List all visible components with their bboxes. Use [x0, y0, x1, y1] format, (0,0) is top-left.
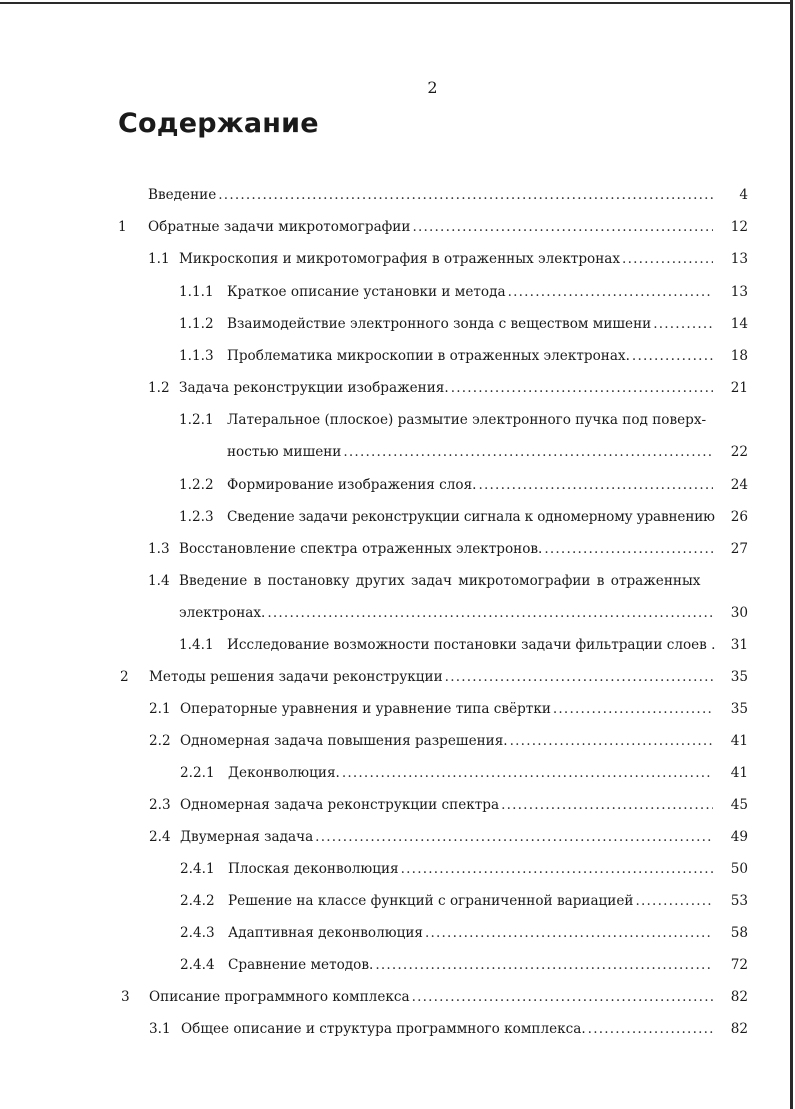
toc-entry-title: Одномерная задача реконструкции спектра — [180, 797, 500, 813]
toc-entry[interactable] — [0, 762, 795, 784]
toc-entry[interactable] — [0, 409, 795, 431]
toc-entry-title: Операторные уравнения и уравнение типа свёртки — [180, 701, 551, 717]
toc-entry-page: 72 — [730, 957, 748, 973]
toc-entry-page: 35 — [730, 701, 748, 717]
toc-entry-title: Проблематика микроскопии в отраженных электронах. — [227, 348, 630, 364]
toc-entry-page: 13 — [730, 284, 748, 300]
toc-entry[interactable] — [0, 826, 795, 848]
toc-entry-number: 2.4.1 — [180, 861, 215, 877]
toc-entry-page: 18 — [730, 348, 748, 364]
leader-dots — [542, 538, 713, 560]
toc-entry-title: Методы решения задачи реконструкции — [149, 669, 443, 685]
leader-dots — [410, 216, 713, 238]
leader-dots — [410, 986, 713, 1008]
toc-entry-number: 2.4.4 — [180, 957, 215, 973]
leader-dots — [423, 922, 713, 944]
toc-entry-continuation[interactable] — [0, 602, 795, 624]
toc-entry-title: Описание программного комплекса — [149, 989, 410, 1005]
toc-entry[interactable] — [0, 474, 795, 496]
toc-entry-title: Адаптивная деконволюция — [228, 925, 423, 941]
toc-entry-page: 35 — [730, 669, 748, 685]
toc-entry-title: Плоская деконволюция — [228, 861, 399, 877]
toc-entry-page: 53 — [730, 893, 748, 909]
toc-entry-continuation[interactable] — [0, 441, 795, 463]
leader-dots — [449, 377, 713, 399]
toc-entry[interactable] — [0, 216, 795, 238]
toc-entry-page: 12 — [730, 219, 748, 235]
toc-entry[interactable] — [0, 922, 795, 944]
toc-entry[interactable] — [0, 1018, 795, 1040]
toc-entry-number: 2.2.1 — [180, 765, 215, 781]
toc-entry-title: Сведение задачи реконструкции сигнала к одномерному уравнению — [227, 509, 715, 525]
toc-entry-title-cont: электронах. — [179, 605, 266, 621]
toc-entry-number: 1.3 — [148, 541, 170, 557]
toc-entry-page: 13 — [730, 251, 748, 267]
leader-dots — [506, 281, 713, 303]
toc-entry-page: 21 — [730, 380, 748, 396]
toc-entry-title: Сравнение методов. — [228, 957, 374, 973]
toc-entry-title: Обратные задачи микротомографии — [148, 219, 411, 235]
toc-entry[interactable] — [0, 954, 795, 976]
leader-dots — [633, 890, 713, 912]
toc-entry-title: Восстановление спектра отраженных электронов. — [179, 541, 543, 557]
leader-dots — [216, 184, 713, 206]
toc-entry[interactable] — [0, 248, 795, 270]
toc-entry-page: 49 — [730, 829, 748, 845]
toc-entry-number: 1.1.2 — [179, 316, 214, 332]
leader-dots — [340, 762, 713, 784]
toc-entry-page: 50 — [730, 861, 748, 877]
toc-entry-title: Взаимодействие электронного зонда с веществом мишени — [227, 316, 652, 332]
leader-dots — [551, 698, 713, 720]
toc-entry-title: Введение — [148, 187, 217, 203]
toc-entry-page: 41 — [730, 733, 748, 749]
toc-entry-title: Микроскопия и микротомография в отраженных электронах — [179, 251, 621, 267]
toc-entry-number: 2.1 — [149, 701, 171, 717]
toc-entry-page: 30 — [730, 605, 748, 621]
toc-entry-number: 2.4.2 — [180, 893, 215, 909]
toc-entry[interactable] — [0, 184, 795, 206]
leader-dots — [586, 1018, 713, 1040]
toc-entry-title: Одномерная задача повышения разрешения. — [180, 733, 508, 749]
toc-entry-number: 1.2.2 — [179, 477, 214, 493]
toc-entry[interactable] — [0, 666, 795, 688]
toc-entry-title: Краткое описание установки и метода — [227, 284, 506, 300]
toc-entry[interactable] — [0, 858, 795, 880]
toc-entry-page: 58 — [730, 925, 748, 941]
toc-entry-title: Двумерная задача — [180, 829, 314, 845]
toc-entry-title: Формирование изображения слоя. — [227, 477, 477, 493]
page-title: Содержание — [118, 108, 319, 139]
toc-entry-number: 1.2 — [148, 380, 170, 396]
toc-entry-title: Латеральное (плоское) размытие электронного пучка под поверх- — [227, 412, 707, 428]
toc-entry-page: 31 — [730, 637, 748, 653]
toc-entry[interactable] — [0, 313, 795, 335]
toc-entry-number: 3 — [121, 989, 130, 1005]
leader-dots — [399, 858, 713, 880]
toc-entry[interactable] — [0, 345, 795, 367]
toc-entry-page: 14 — [730, 316, 748, 332]
leader-dots — [373, 954, 713, 976]
toc-entry-page: 41 — [730, 765, 748, 781]
toc-entry[interactable] — [0, 794, 795, 816]
toc-entry[interactable] — [0, 377, 795, 399]
toc-entry-number: 1.4.1 — [179, 637, 214, 653]
toc-entry-title: Исследование возможности постановки задачи фильтрации слоев . — [227, 637, 716, 653]
toc-entry[interactable] — [0, 538, 795, 560]
toc-entry-number: 2.4.3 — [180, 925, 215, 941]
toc-entry[interactable] — [0, 730, 795, 752]
toc-entry-number: 2.2 — [149, 733, 171, 749]
toc-entry-number: 2 — [120, 669, 129, 685]
leader-dots — [651, 313, 713, 335]
toc-entry-page: 24 — [730, 477, 748, 493]
toc-entry-title: Общее описание и структура программного комплекса. — [181, 1021, 586, 1037]
toc-entry-number: 2.3 — [149, 797, 171, 813]
toc-entry-page: 22 — [730, 444, 748, 460]
page-number: 2 — [427, 78, 438, 97]
leader-dots — [265, 602, 713, 624]
toc-entry-page: 4 — [739, 187, 748, 203]
toc-entry[interactable] — [0, 698, 795, 720]
toc-entry-title-cont: ностью мишени — [227, 444, 342, 460]
toc-entry-number: 1.2.3 — [179, 509, 214, 525]
toc-entry-number: 1 — [118, 219, 127, 235]
toc-entry-number: 1.1.1 — [179, 284, 214, 300]
toc-entry[interactable] — [0, 890, 795, 912]
toc-entry-title: Деконволюция. — [228, 765, 340, 781]
toc-entry-number: 1.1.3 — [179, 348, 214, 364]
toc-entry-title: Задача реконструкции изображения. — [179, 380, 449, 396]
toc-entry-title: Решение на классе функций с ограниченной вариацией — [228, 893, 634, 909]
toc-entry[interactable] — [0, 986, 795, 1008]
toc-entry-number: 1.1 — [148, 251, 170, 267]
leader-dots — [313, 826, 713, 848]
toc-entry-page: 45 — [730, 797, 748, 813]
toc-entry[interactable] — [0, 634, 795, 656]
leader-dots — [499, 794, 713, 816]
toc-entry-title: Введение в постановку других задач микротомографии в отраженных — [179, 573, 701, 589]
toc-entry-number: 1.4 — [148, 573, 170, 589]
toc-entry-page: 26 — [730, 509, 748, 525]
toc-entry[interactable] — [0, 281, 795, 303]
toc-entry[interactable] — [0, 570, 795, 592]
leader-dots — [508, 730, 713, 752]
leader-dots — [620, 248, 713, 270]
toc-entry-page: 27 — [730, 541, 748, 557]
leader-dots — [630, 345, 713, 367]
toc-entry-number: 1.2.1 — [179, 412, 214, 428]
leader-dots — [341, 441, 713, 463]
toc-entry-page: 82 — [730, 989, 748, 1005]
leader-dots — [443, 666, 713, 688]
toc-entry-page: 82 — [730, 1021, 748, 1037]
toc-entry-number: 2.4 — [149, 829, 171, 845]
toc-entry[interactable] — [0, 506, 795, 528]
toc-entry-number: 3.1 — [149, 1021, 171, 1037]
leader-dots — [476, 474, 713, 496]
